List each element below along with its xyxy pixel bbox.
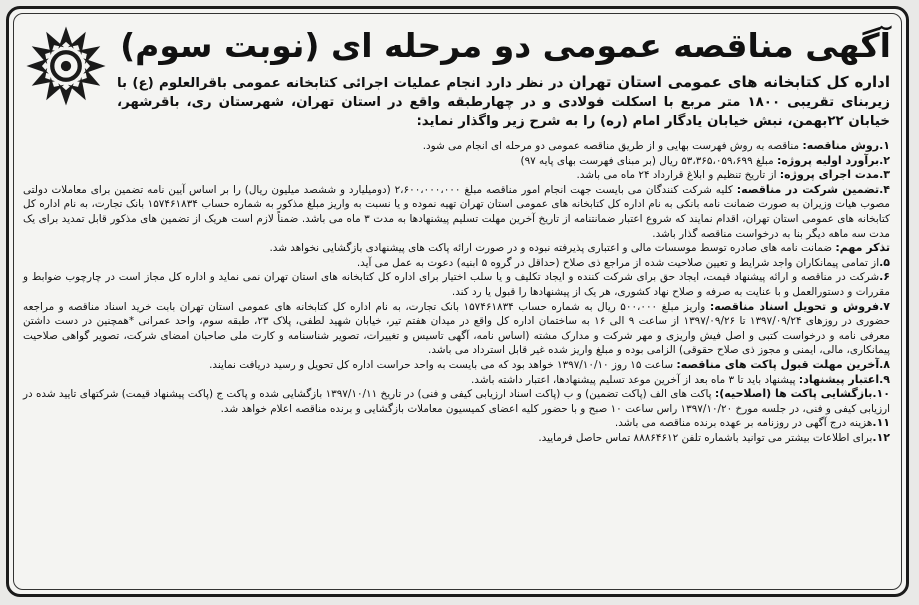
condition-text: مناقصه به روش فهرست بهایی و از طریق مناقصه عمومی دو مرحله ای انجام می شود. bbox=[422, 140, 803, 152]
condition-item bbox=[23, 300, 890, 358]
condition-label: ۱۰.بازگشایی پاکت ها (اصلاحیه): bbox=[714, 387, 890, 401]
condition-text: پیشنهاد باید تا ۳ ماه بعد از آخرین موعد تسلیم پیشنهادها، اعتبار داشته باشد. bbox=[470, 373, 799, 386]
intro-text: در نظر دارد انجام عملیات اجرائی کتابخانه عمومی باقرالعلوم (ع) با زیربنای تقریبی ۱۸۰۰ متر مربع با اسکلت فولادی و در چهارطبقه واقع در استان تهران، شهرستان ری، باقرشهر، خیابان ۲۲بهمن، نبش خیابان یادگار امام (ره) را به شرح زیر واگذار نماید: bbox=[117, 76, 890, 129]
condition-text: هزینه درج آگهی در روزنامه بر عهده برنده مناقصه می باشد. bbox=[614, 417, 873, 430]
condition-text: مبلغ ۵۳،۳۶۵،۰۵۹،۶۹۹ ریال (بر مبنای فهرست بهای پایه ۹۷) bbox=[520, 154, 777, 167]
condition-item bbox=[23, 139, 890, 154]
condition-label: ۷.فروش و تحویل اسناد مناقصه: bbox=[709, 299, 891, 313]
condition-text: ضمانت نامه های صادره توسط موسسات مالی و اعتباری پذیرفته نبوده و در صورت ارائه پاکت های پیشنهادی بازگشایی نخواهد شد. bbox=[269, 242, 836, 255]
condition-text: از تمامی پیمانکاران واجد شرایط و تعیین صلاحیت شده از مراجع ذی صلاح (حداقل در گروه ۵ ابنیه) دعوت به عمل می آید. bbox=[356, 256, 880, 269]
intro-paragraph bbox=[117, 73, 890, 131]
condition-text: پاکت های الف (پاکت تضمین) و ب (پاکت اسناد ارزیابی کیفی و فنی) در تاریخ ۱۳۹۷/۱۰/۱۱ بازگشایی شده و پاکت ج (پاکت پیشنهاد قیمت) شرکتهای تایید شده در ارزیابی کیفی و فنی، در جلسه مورخ ۱۳۹۷/۱۰/۲۰ راس ساعت ۱۰ صبح و با حضور کلیه اعضای کمیسیون معاملات بازگشایی و برنده مناقصه اعلام خواهد شد. bbox=[23, 388, 890, 415]
condition-item bbox=[23, 387, 890, 416]
condition-text: ساعت ۱۵ روز ۱۳۹۷/۱۰/۱۰ خواهد بود که می بایست به واحد حراست اداره کل تحویل و رسید دریافت نمایند. bbox=[209, 358, 677, 371]
condition-label: تذکر مهم: bbox=[835, 241, 890, 255]
condition-item bbox=[23, 373, 890, 388]
condition-item bbox=[23, 154, 890, 169]
condition-item bbox=[23, 431, 890, 446]
condition-text: واریز مبلغ ۵۰۰،۰۰۰ ریال به شماره حساب ۱۵۷۴۶۱۸۳۴ بانک تجارت، به نام اداره کل کتابخانه های عمومی استان تهران بابت خرید اسناد مناقصه و مراجعه حضوری در روزهای ۱۳۹۷/۰۹/۲۴ تا ۱۳۹۷/۰۹/۲۶ از ساعت ۹ الی ۱۶ به ساختمان اداره کل واقع در میدان هفتم تیر، خیابان شهید لطفی، پلاک ۲۳، طبقه سوم، واحد عمرانی *همچنین در دست داشتن معرفی نامه و درخواست کتبی و اصل فیش واریزی و مهر شرکت و مدارک مشته (اساس نامه، آگهی تاسیس و تغییرات، تصویر شناسنامه و کارت ملی صاحبان امضای شرکت، تصویر گواهی صلاحیت پیمانکاری، مالی، ایمنی و مجوز ذی صلاح حقوقی) الزامی بوده و مبلغ واریز شده غیر قابل استرداد می باشد. bbox=[23, 300, 890, 357]
conditions-list bbox=[23, 139, 890, 445]
condition-label: ۱.روش مناقصه: bbox=[802, 139, 890, 152]
condition-text: شرکت در مناقصه و ارائه پیشنهاد قیمت، ایجاد حق برای شرکت کننده و ایجاد تکلیف و یا سلب اختیار برای اداره کل کتابخانه های استان تهران نمی نماید و اداره کل مجاز است در چارچوب ضوابط و مقررات و دستورالعمل و با عنایت به صرفه و صلاح نهاد کشوری، هر یک از پیشنهادها را قبول یا رد کند. bbox=[23, 271, 890, 298]
organization-name: اداره کل کتابخانه های عمومی استان تهران bbox=[568, 73, 890, 91]
condition-label: ۵. bbox=[879, 255, 890, 269]
notice-title: آگهی مناقصه عمومی دو مرحله ای (نوبت سوم) bbox=[120, 26, 891, 65]
notice-frame bbox=[6, 6, 909, 597]
condition-label: ۱۱. bbox=[872, 416, 890, 430]
condition-text: از تاریخ تنظیم و ابلاغ قرارداد ۲۴ ماه می باشد. bbox=[576, 169, 780, 182]
condition-text: برای اطلاعات بیشتر می توانید باشماره تلفن ۸۸۸۶۴۶۱۲ تماس حاصل فرمایید. bbox=[538, 431, 873, 444]
condition-item bbox=[23, 270, 890, 299]
condition-item bbox=[23, 416, 890, 431]
condition-label: ۴.تضمین شرکت در مناقصه: bbox=[736, 182, 890, 196]
condition-label: ۶. bbox=[879, 270, 890, 284]
condition-label: ۲.برآورد اولیه پروژه: bbox=[776, 153, 890, 167]
condition-item bbox=[23, 358, 890, 373]
condition-item bbox=[23, 168, 890, 183]
condition-item bbox=[23, 183, 890, 241]
condition-label: ۳.مدت اجرای پروژه: bbox=[779, 168, 890, 182]
condition-label: ۹.اعتبار پیشنهاد: bbox=[798, 372, 890, 386]
condition-label: ۸.آخرین مهلت قبول پاکت های مناقصه: bbox=[676, 357, 890, 371]
condition-text: کلیه شرکت کنندگان می بایست جهت انجام امور مناقصه مبلغ ۲،۶۰۰،۰۰۰،۰۰۰ (دومیلیارد و ششصد میلیون ریال) را بر اساس آیین نامه تضمین برای معاملات دولتی مصوب هیات وزیران به صورت ضمانت نامه بانکی به نام اداره کل کتابخانه های عمومی استان تهران تهیه نموده و یا نسبت به واریز مبلغ مذکور به شماره حساب ۱۵۷۴۶۱۸۳۴ بانک تجارت، به نام اداره کل کتابخانه های عمومی استان تهران، اقدام نمایند که شروع اعتبار ضمانتنامه از تاریخ آخرین مهلت تسلیم پیشنهادها به مدت ۳ ماه می باشد. ضمناً لازم است هریک از تضمین های مذکور قابل تمدید برای یک مدت سه ماهه دیگر بنا به درخواست مناقصه گذار باشد. bbox=[23, 183, 890, 240]
library-emblem-icon bbox=[23, 23, 109, 109]
condition-item bbox=[23, 256, 890, 271]
condition-item bbox=[23, 241, 890, 256]
condition-label: ۱۲. bbox=[872, 430, 890, 444]
